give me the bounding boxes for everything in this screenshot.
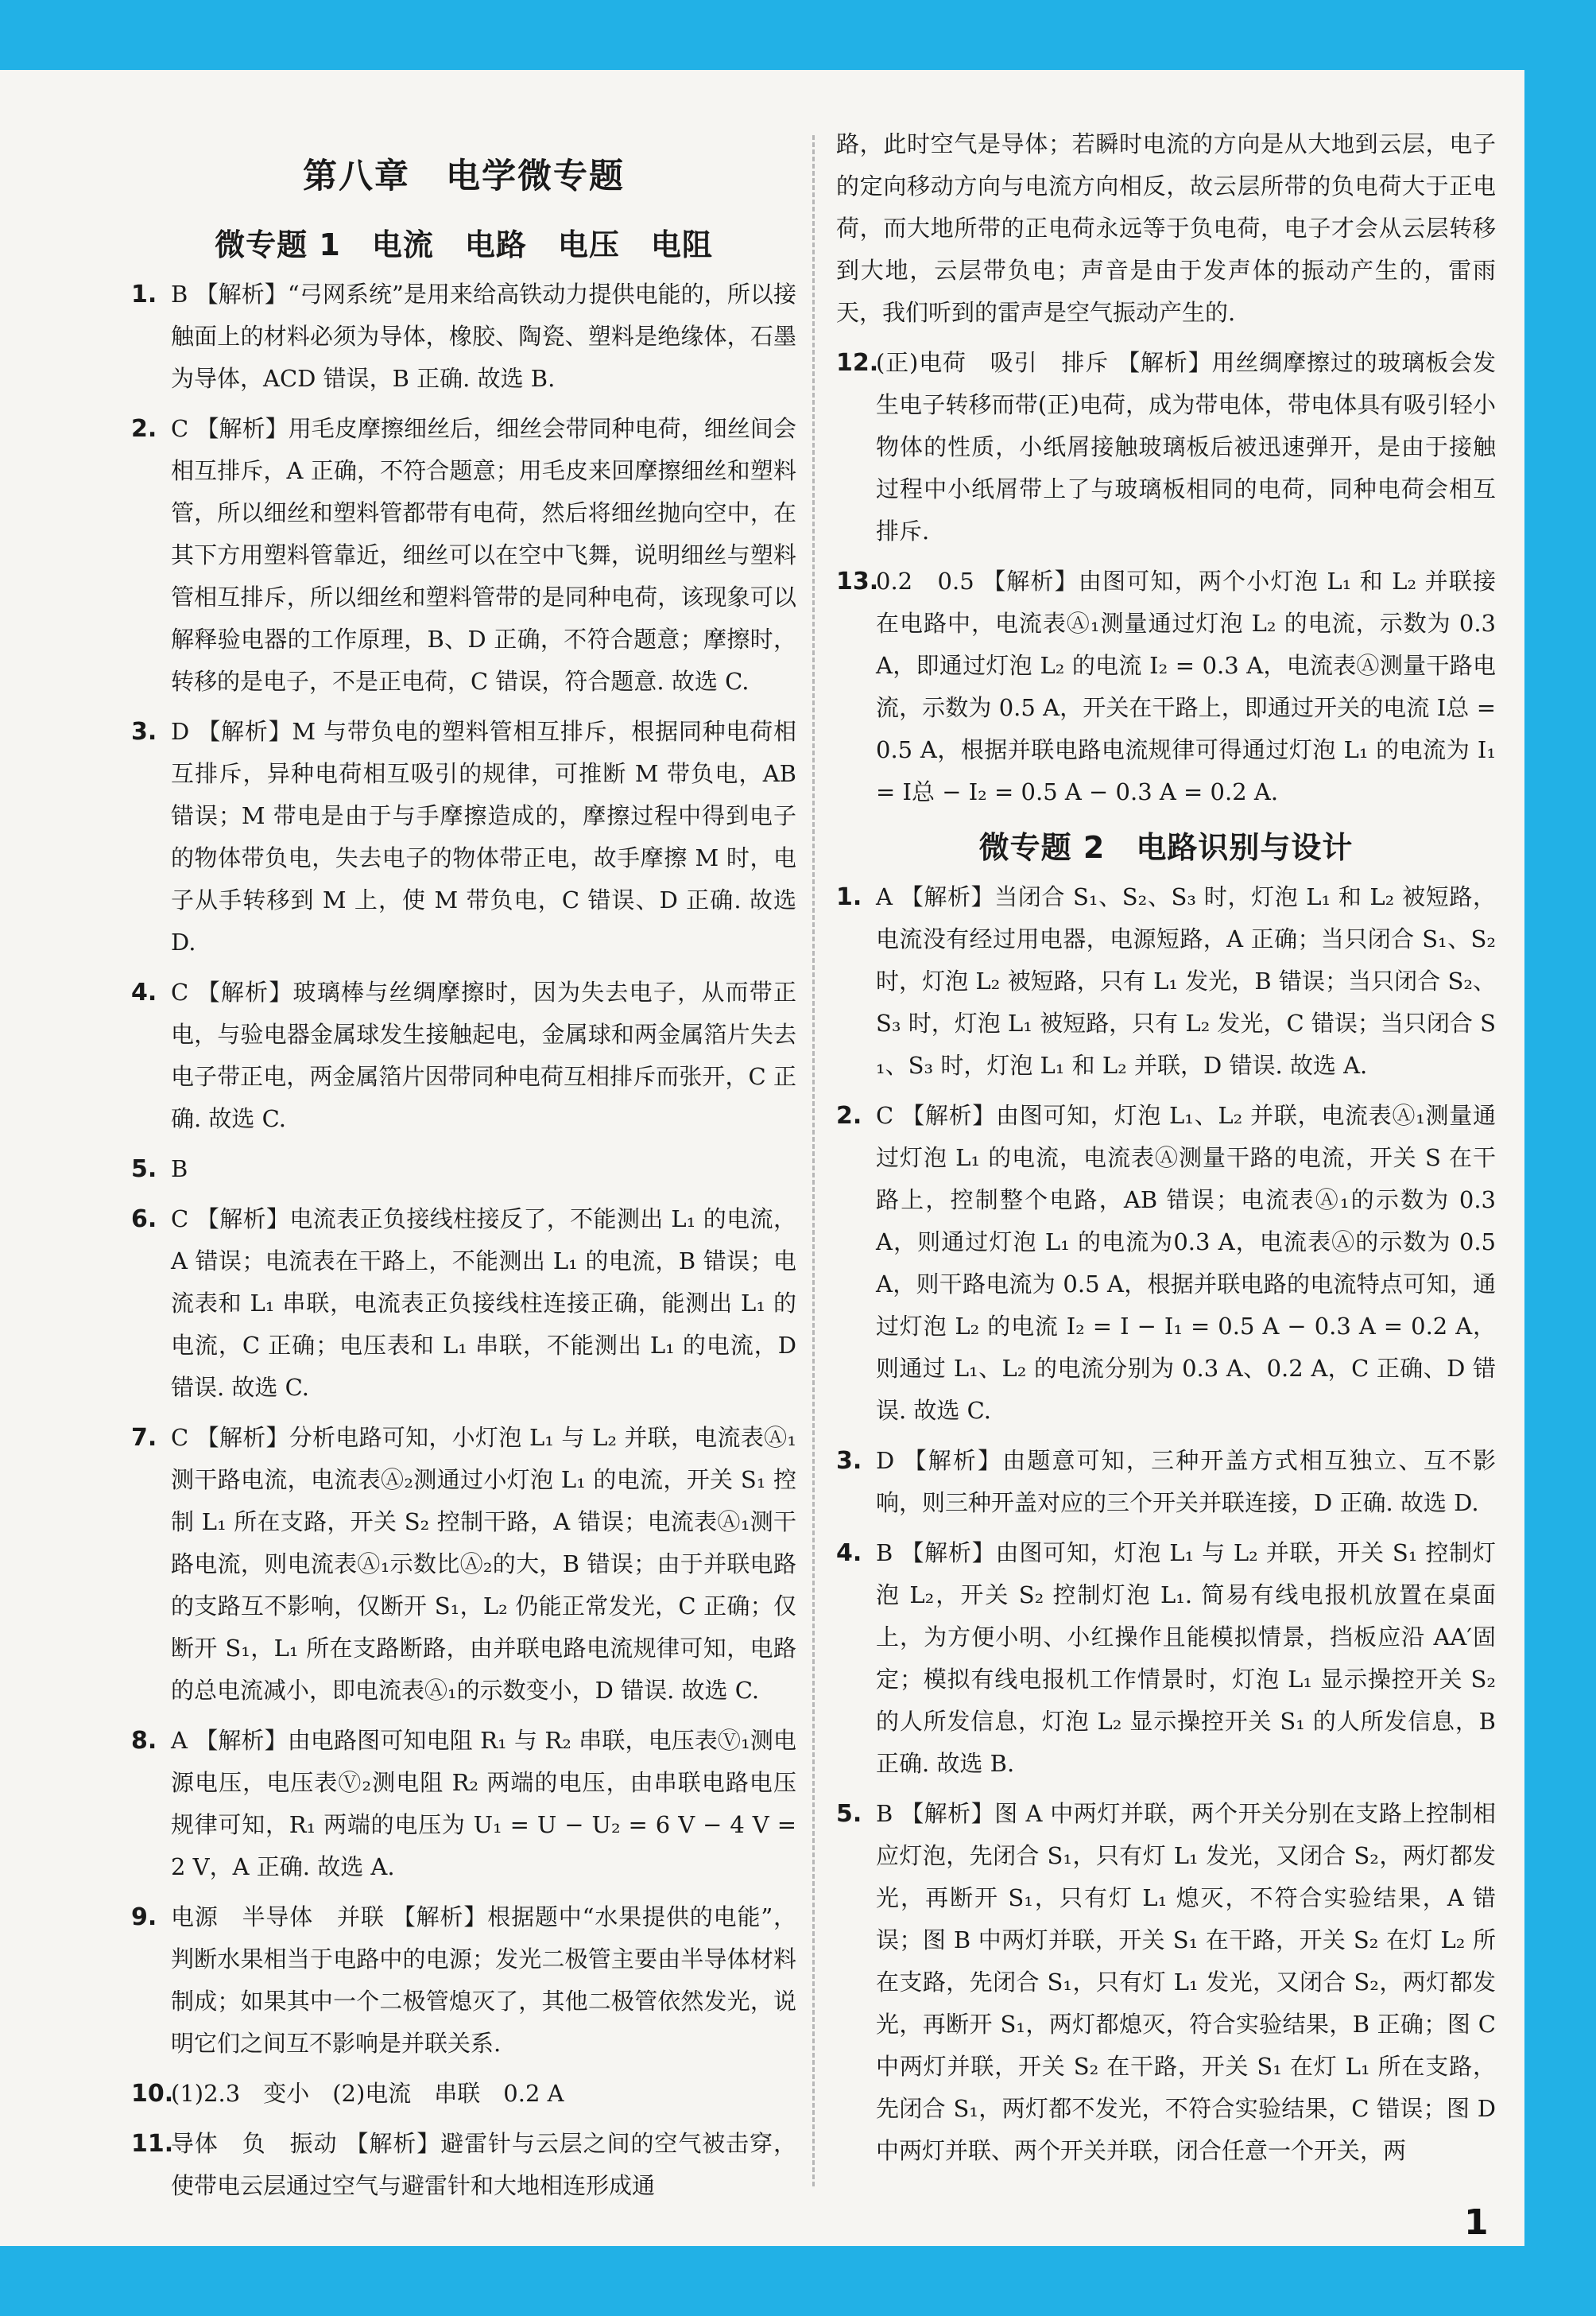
answer-number: 11.: [131, 2130, 174, 2158]
answer-item: [836, 1793, 1496, 2172]
answer-number: 5.: [131, 1155, 157, 1183]
answer-text: B 【解析】图 A 中两灯并联，两个开关分别在支路上控制相应灯泡，先闭合 S₁，只有灯 L₁ 发光，又闭合 S₂，两灯都发光，再断开 S₁，只有灯 L₁ 熄灭，不符合实验结果，A 错误；图 B 中两灯并联，开关 S₁ 在干路，开关 S₂ 在灯 L₂ 所在支路，先闭合 S₁，只有灯 L₁ 发光，又闭合 S₂，两灯都发光，再断开 S₁，两灯都熄灭，符合实验结果，B 正确；图 C 中两灯并联，开关 S₂ 在干路，开关 S₁ 在灯 L₁ 所在支路，先闭合 S₁，两灯都不发光，不符合实验结果，C 错误；图 D 中两灯并联、两个开关并联，闭合任意一个开关，两: [876, 1800, 1496, 2164]
page-number: 1: [1464, 2202, 1489, 2243]
answer-number: 2.: [131, 415, 157, 443]
answer-item: [131, 2123, 796, 2207]
answer-text: C 【解析】由图可知，灯泡 L₁、L₂ 并联，电流表Ⓐ₁测量通过灯泡 L₁ 的电流，电流表Ⓐ测量干路的电流，开关 S 在干路上，控制整个电路，AB 错误；电流表Ⓐ₁的示数为 0.3 A，则通过灯泡 L₁ 的电流为0.3 A，电流表Ⓐ的示数为 0.5 A，则干路电流为 0.5 A，根据并联电路的电流特点可知，通过灯泡 L₂ 的电流 I₂ = I − I₁ = 0.5 A − 0.3 A = 0.2 A，则通过 L₁、L₂ 的电流分别为 0.3 A、0.2 A，C 正确、D 错误. 故选 C.: [876, 1102, 1496, 1424]
answer-text: B: [171, 1155, 188, 1182]
answer-number: 3.: [131, 718, 157, 746]
answer-item: [131, 1417, 796, 1712]
continued-answer-text: 路，此时空气是导体；若瞬时电流的方向是从大地到云层，电子的定向移动方向与电流方向相反，故云层所带的负电荷大于正电荷，而大地所带的正电荷永远等于负电荷，电子才会从云层转移到大地，云层带负电；声音是由于发声体的振动产生的，雷雨天，我们听到的雷声是空气振动产生的.: [836, 130, 1496, 326]
answer-item: [131, 972, 796, 1140]
answer-item: [836, 342, 1496, 553]
section-title-2: 微专题 2 电路识别与设计: [978, 830, 1354, 865]
section-title-1: 微专题 1 电流 电路 电压 电阻: [215, 227, 713, 262]
answer-item: [131, 273, 796, 400]
answer-number: 1.: [836, 883, 862, 911]
answer-number: 3.: [836, 1447, 862, 1475]
answer-text: D 【解析】由题意可知，三种开盖方式相互独立、互不影响，则三种开盖对应的三个开关并联连接，D 正确. 故选 D.: [876, 1447, 1496, 1516]
answer-text: C 【解析】电流表正负接线柱接反了，不能测出 L₁ 的电流，A 错误；电流表在干路上，不能测出 L₁ 的电流，B 错误；电流表和 L₁ 串联，电流表正负接线柱连接正确，能测出 L₁ 的电流，C 正确；电压表和 L₁ 串联，不能测出 L₁ 的电流，D 错误. 故选 C.: [171, 1205, 796, 1401]
answer-number: 7.: [131, 1424, 157, 1452]
answer-item: [836, 561, 1496, 813]
answer-list-1-continued: [836, 342, 1496, 813]
right-column: [836, 123, 1496, 2180]
answer-text: 电源 半导体 并联 【解析】根据题中“水果提供的电能”，判断水果相当于电路中的电源；发光二极管主要由半导体材料制成；如果其中一个二极管熄灭了，其他二极管依然发光，说明它们之间互不影响是并联关系.: [171, 1903, 796, 2057]
answer-number: 9.: [131, 1903, 157, 1931]
answer-text: A 【解析】由电路图可知电阻 R₁ 与 R₂ 串联，电压表Ⓥ₁测电源电压，电压表Ⓥ₂测电阻 R₂ 两端的电压，由串联电路电压规律可知，R₁ 两端的电压为 U₁ = U − U₂ = 6 V − 4 V = 2 V，A 正确. 故选 A.: [171, 1727, 796, 1880]
answer-number: 10.: [131, 2080, 174, 2108]
answer-number: 12.: [836, 349, 879, 377]
answer-list-1: [131, 273, 796, 2207]
answer-number: 1.: [131, 281, 157, 308]
answer-item: [131, 408, 796, 703]
answer-number: 6.: [131, 1205, 157, 1233]
answer-number: 8.: [131, 1727, 157, 1755]
answer-text: C 【解析】分析电路可知，小灯泡 L₁ 与 L₂ 并联，电流表Ⓐ₁测干路电流，电流表Ⓐ₂测通过小灯泡 L₁ 的电流，开关 S₁ 控制 L₁ 所在支路，开关 S₂ 控制干路，A 错误；电流表Ⓐ₁测干路电流，则电流表Ⓐ₁示数比Ⓐ₂的大，B 错误；由于并联电路的支路互不影响，仅断开 S₁，L₂ 仍能正常发光，C 正确；仅断开 S₁，L₁ 所在支路断路，由并联电路电流规律可知，电路的总电流减小，即电流表Ⓐ₁的示数变小，D 错误. 故选 C.: [171, 1424, 796, 1704]
answer-item: [836, 1532, 1496, 1785]
answer-item: [836, 876, 1496, 1087]
answer-text: 0.2 0.5 【解析】由图可知，两个小灯泡 L₁ 和 L₂ 并联接在电路中，电流表Ⓐ₁测量通过灯泡 L₂ 的电流，示数为 0.3 A，即通过灯泡 L₂ 的电流 I₂ = 0.3 A，电流表Ⓐ测量干路电流，示数为 0.5 A，开关在干路上，即通过开关的电流 I总 = 0.5 A，根据并联电路电流规律可得通过灯泡 L₁ 的电流为 I₁ = I总 − I₂ = 0.5 A − 0.3 A = 0.2 A.: [876, 568, 1496, 805]
answer-text: B 【解析】“弓网系统”是用来给高铁动力提供电能的，所以接触面上的材料必须为导体，橡胶、陶瓷、塑料是绝缘体，石墨为导体，ACD 错误，B 正确. 故选 B.: [171, 281, 796, 392]
answer-number: 4.: [836, 1539, 862, 1567]
answer-text: D 【解析】M 与带负电的塑料管相互排斥，根据同种电荷相互排斥，异种电荷相互吸引的规律，可推断 M 带负电，AB 错误；M 带电是由于与手摩擦造成的，摩擦过程中得到电子的物体带负电，失去电子的物体带正电，故手摩擦 M 时，电子从手转移到 M 上，使 M 带负电，C 错误、D 正确. 故选 D.: [171, 718, 796, 956]
answer-item: [131, 1148, 796, 1190]
answer-text: (1)2.3 变小 (2)电流 串联 0.2 A: [171, 2080, 564, 2107]
answer-text: B 【解析】由图可知，灯泡 L₁ 与 L₂ 并联，开关 S₁ 控制灯泡 L₂，开关 S₂ 控制灯泡 L₁. 简易有线电报机放置在桌面上，为方便小明、小红操作且能模拟情景，挡板应沿 AA′固定；模拟有线电报机工作情景时，灯泡 L₁ 显示操控开关 S₂ 的人所发信息，灯泡 L₂ 显示操控开关 S₁ 的人所发信息，B 正确. 故选 B.: [876, 1539, 1496, 1777]
answer-number: 4.: [131, 979, 157, 1007]
answer-number: 13.: [836, 568, 879, 595]
chapter-title: 第八章 电学微专题: [303, 157, 625, 196]
answer-item: [131, 1896, 796, 2065]
answer-item: [836, 1095, 1496, 1432]
answer-number: 2.: [836, 1102, 862, 1130]
answer-text: C 【解析】玻璃棒与丝绸摩擦时，因为失去电子，从而带正电，与验电器金属球发生接触起电，金属球和两金属箔片失去电子带正电，两金属箔片因带同种电荷互相排斥而张开，C 正确. 故选 C.: [171, 979, 796, 1132]
answer-item: [131, 1198, 796, 1409]
left-column: [131, 143, 796, 2215]
answer-list-2: [836, 876, 1496, 2172]
answer-text: (正)电荷 吸引 排斥 【解析】用丝绸摩擦过的玻璃板会发生电子转移而带(正)电荷，成为带电体，带电体具有吸引轻小物体的性质，小纸屑接触玻璃板后被迅速弹开，是由于接触过程中小纸屑带上了与玻璃板相同的电荷，同种电荷会相互排斥.: [876, 349, 1496, 545]
answer-number: 5.: [836, 1800, 862, 1828]
answer-text: 导体 负 振动 【解析】避雷针与云层之间的空气被击穿，使带电云层通过空气与避雷针和大地相连形成通: [171, 2130, 796, 2199]
column-divider: [812, 135, 815, 2186]
answer-item: [131, 2073, 796, 2115]
answer-item: [131, 1720, 796, 1888]
answer-text: A 【解析】当闭合 S₁、S₂、S₃ 时，灯泡 L₁ 和 L₂ 被短路，电流没有经过用电器，电源短路，A 正确；当只闭合 S₁、S₂ 时，灯泡 L₂ 被短路，只有 L₁ 发光，B 错误；当只闭合 S₂、S₃ 时，灯泡 L₁ 被短路，只有 L₂ 发光，C 错误；当只闭合 S₁、S₃ 时，灯泡 L₁ 和 L₂ 并联，D 错误. 故选 A.: [876, 883, 1496, 1079]
answer-text: C 【解析】用毛皮摩擦细丝后，细丝会带同种电荷，细丝间会相互排斥，A 正确，不符合题意；用毛皮来回摩擦细丝和塑料管，所以细丝和塑料管都带有电荷，然后将细丝抛向空中，在其下方用塑料管靠近，细丝可以在空中飞舞，说明细丝与塑料管相互排斥，所以细丝和塑料管带的是同种电荷，该现象可以解释验电器的工作原理，B、D 正确，不符合题意；摩擦时，转移的是电子，不是正电荷，C 错误，符合题意. 故选 C.: [171, 415, 796, 695]
answer-item: [836, 1440, 1496, 1524]
answer-item: [131, 711, 796, 964]
